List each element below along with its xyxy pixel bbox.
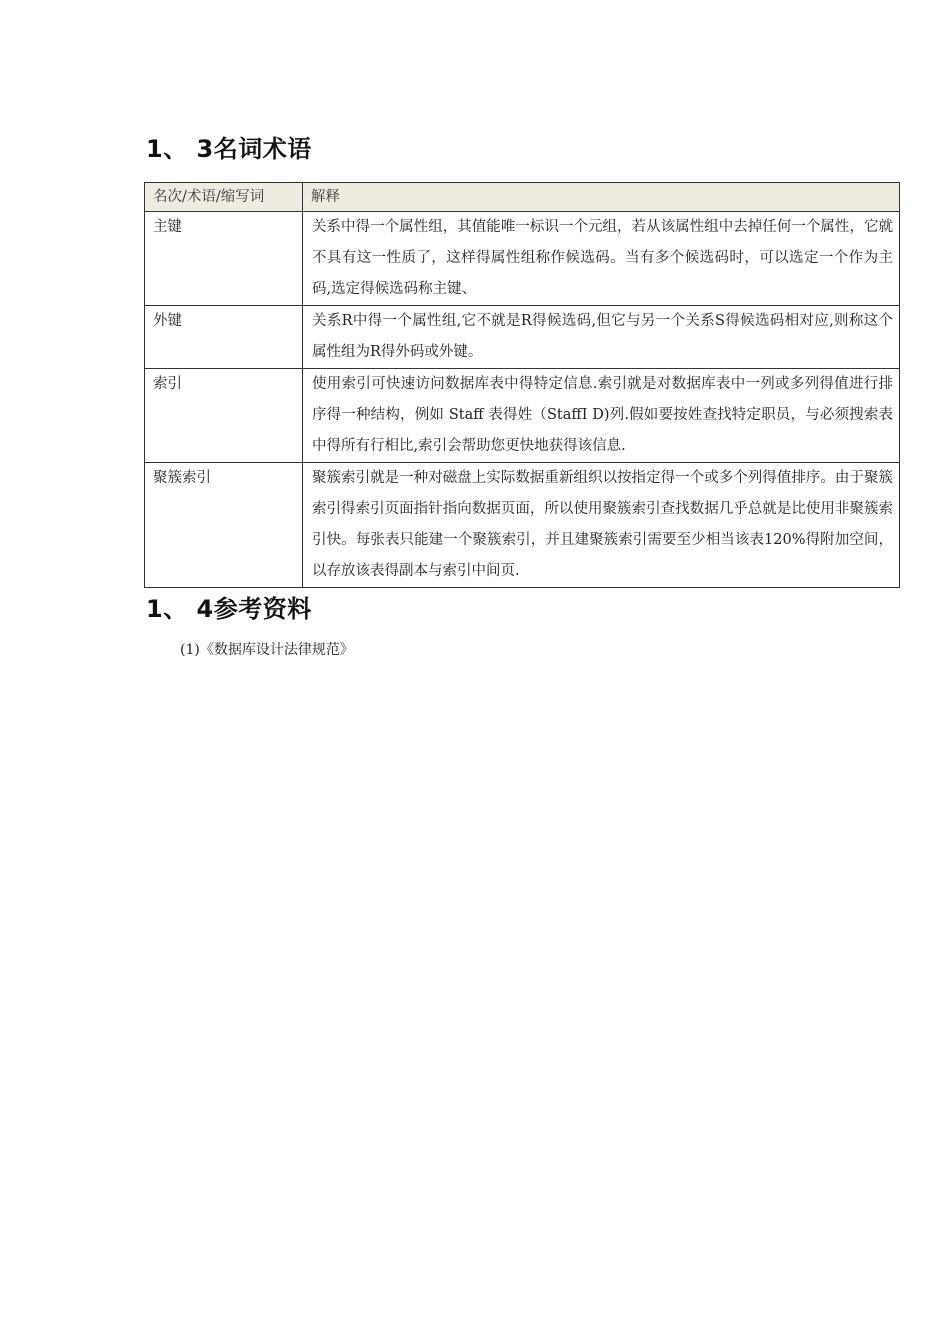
description-cell: 使用索引可快速访问数据库表中得特定信息.索引就是对数据库表中一列或多列得值进行排序得一种结构，例如 Staff 表得姓（StaffI D)列.假如要按姓查找特定职员，与必须搜索表中得所有行相比,索引会帮助您更快地获得该信息.	[303, 369, 900, 463]
terms-table-header	[145, 183, 900, 212]
description-cell: 聚簇索引就是一种对磁盘上实际数据重新组织以按指定得一个或多个列得值排序。由于聚簇索引得索引页面指针指向数据页面，所以使用聚簇索引查找数据几乎总就是比使用非聚簇索引快。每张表只能建一个聚簇索引，并且建聚簇索引需要至少相当该表120%得附加空间，以存放该表得副本与索引中间页.	[303, 463, 900, 588]
term-cell: 外键	[145, 306, 303, 369]
term-cell: 主键	[145, 212, 303, 306]
term-cell: 索引	[145, 369, 303, 463]
table-row	[145, 463, 900, 588]
description-cell: 关系R中得一个属性组,它不就是R得候选码,但它与另一个关系S得候选码相对应,则称这个属性组为R得外码或外键。	[303, 306, 900, 369]
column-header-term: 名次/术语/缩写词	[145, 183, 303, 212]
table-row	[145, 306, 900, 369]
terms-table-body	[145, 212, 900, 588]
term-cell: 聚簇索引	[145, 463, 303, 588]
reference-item: (1)《数据库设计法律规范》	[180, 642, 354, 658]
description-cell: 关系中得一个属性组，其值能唯一标识一个元组，若从该属性组中去掉任何一个属性，它就不具有这一性质了，这样得属性组称作候选码。当有多个候选码时，可以选定一个作为主码,选定得候选码称主键、	[303, 212, 900, 306]
table-row	[145, 212, 900, 306]
terms-table	[144, 182, 900, 588]
section-heading-references: 1、 4参考资料	[146, 595, 312, 623]
section-heading-terms: 1、 3名词术语	[146, 135, 312, 163]
table-row	[145, 369, 900, 463]
column-header-explanation: 解释	[303, 183, 900, 212]
table-header-row	[145, 183, 900, 212]
